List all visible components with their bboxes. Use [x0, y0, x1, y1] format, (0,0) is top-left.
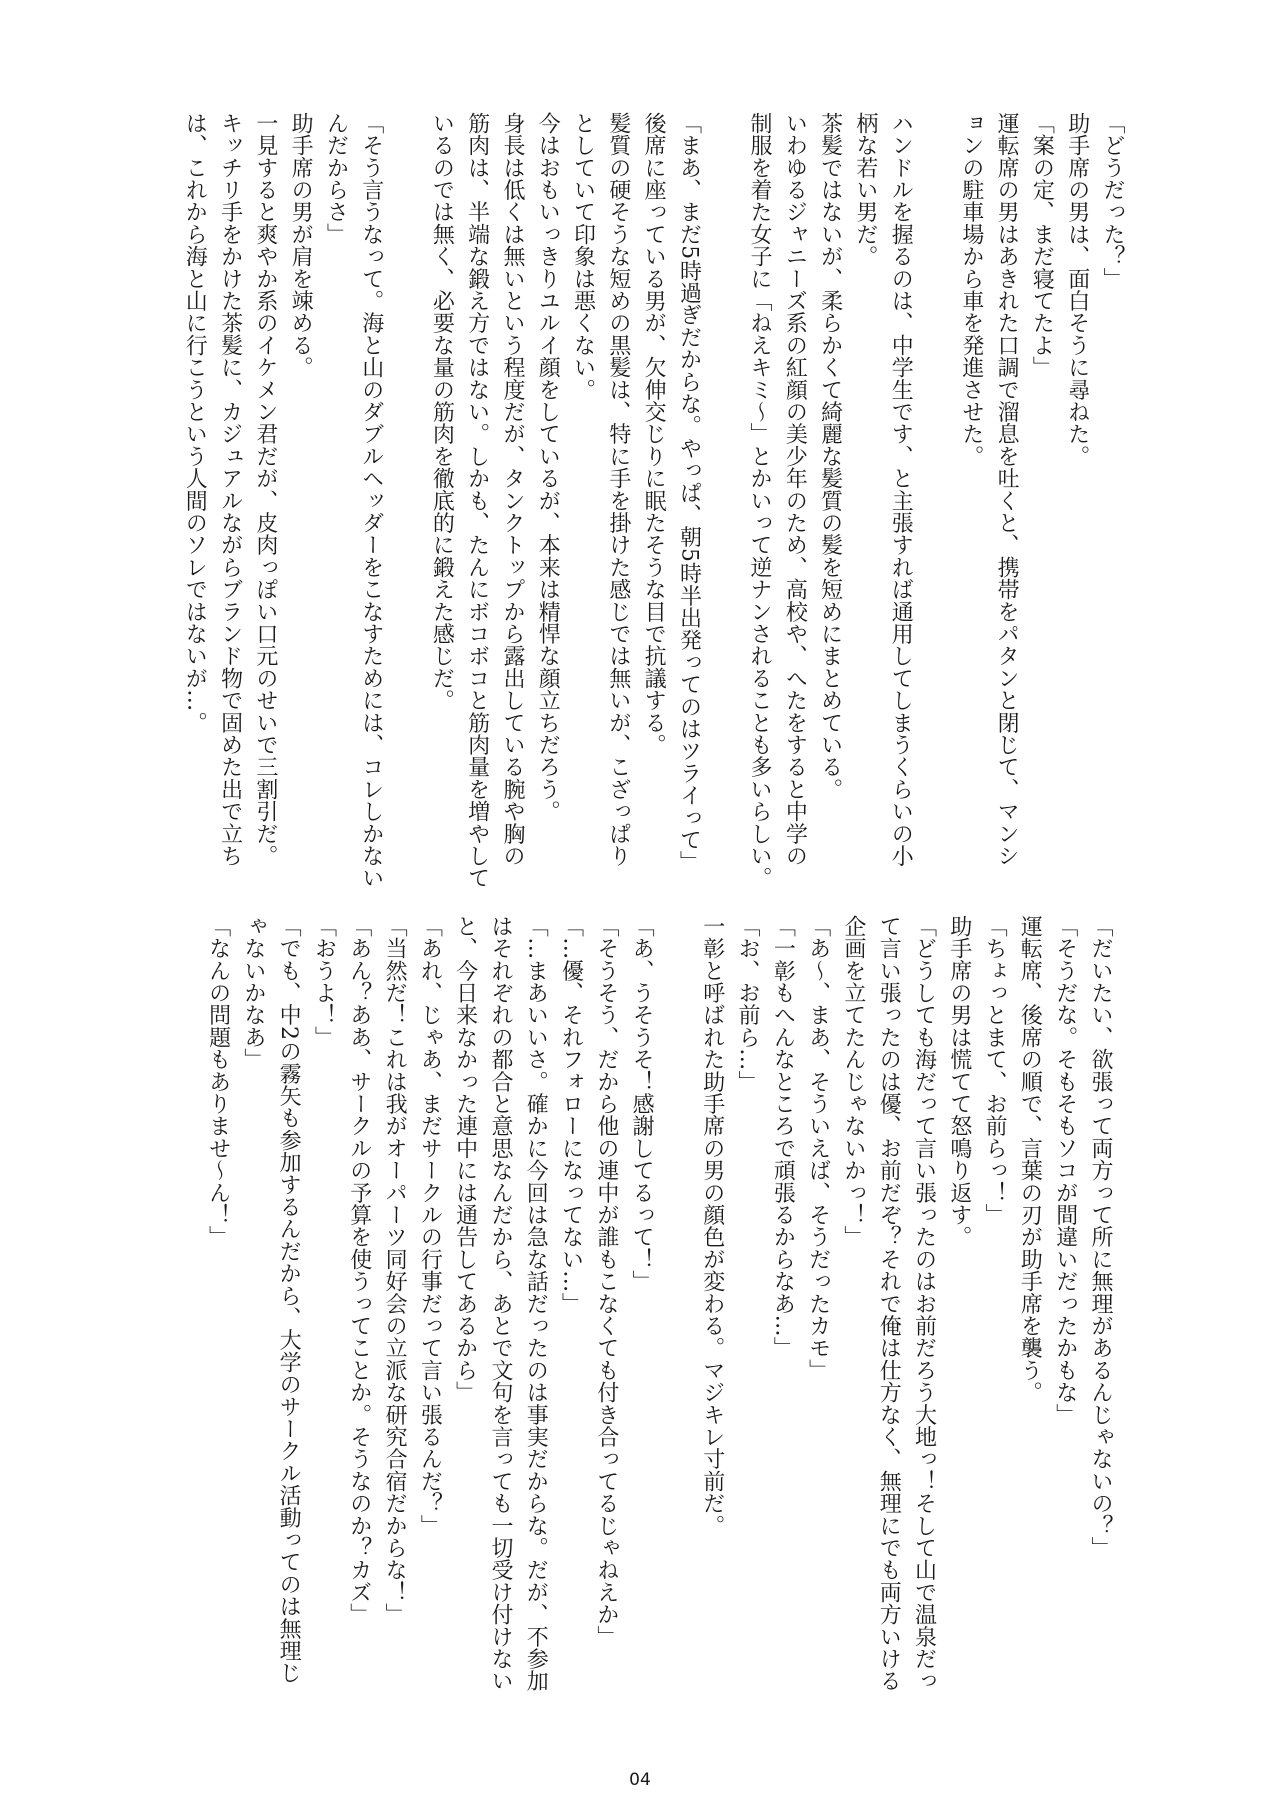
- text-line: ョンの駐車場から車を発進させた。: [958, 112, 984, 468]
- text-line: 助手席の男が肩を竦める。: [288, 112, 314, 379]
- text-line: 「どうしても海だって言い張ったのはお前だろう大地っ！そして山で温泉だっ: [911, 915, 937, 1692]
- text-line: 「おうよ！」: [311, 915, 337, 1049]
- text-line: 助手席の男は、面白そうに尋ねた。: [1064, 112, 1090, 468]
- text-line: 「そうだな。そもそもソコが間違いだったかもな」: [1052, 915, 1078, 1426]
- text-line: はそれぞれの都合と意思なんだから、あとで文句を言っても一切受け付けない: [487, 915, 513, 1692]
- text-line: 「そうそう、だから他の連中が誰もこなくても付き合ってるじゃねえか」: [593, 915, 619, 1648]
- text-line: 筋肉は、半端な鍛え方ではない。しかも、たんにボコボコと筋肉量を増やして: [464, 112, 490, 889]
- blank-line: [706, 112, 741, 872]
- text-line: 「当然だ！これは我がオーパーツ同好会の立派な研究合宿だからな！」: [382, 915, 408, 1626]
- text-line: キッチリ手をかけた茶髪に、カジュアルながらブランド物で固めた出で立ち: [217, 112, 243, 867]
- blank-line: [659, 915, 694, 1675]
- blank-line: [389, 112, 424, 872]
- text-line: んだからさ」: [323, 112, 349, 246]
- text-line: 企画を立てたんじゃないかっ！」: [840, 915, 866, 1248]
- text-line: 「…優、それフォローになってない…」: [558, 915, 584, 1315]
- text-line: 茶髪ではないが、柔らかくて綺麗な髪質の髪を短めにまとめている。: [817, 112, 843, 801]
- text-line: としていて印象は悪くない。: [570, 112, 596, 401]
- text-line: 身長は低くは無いという程度だが、タンクトップから露出している腕や胸の: [499, 112, 525, 867]
- text-line: 「一彰もへんなところで頑張るからなあ…」: [770, 915, 796, 1359]
- text-line: は、これから海と山に行こうという人間のソレではないが…。: [182, 112, 208, 734]
- text-line: 「どうだった？」: [1100, 112, 1125, 290]
- text-line: 「…まあいいさ。確かに今回は急な話だったのは事実だからな。だが、不参加: [523, 915, 549, 1692]
- text-line: 一見すると爽やか系のイケメン君だが、皮肉っぽい口元のせいで三割引だ。: [252, 112, 278, 867]
- page-number: 04: [629, 1770, 651, 1790]
- text-line: 制服を着た女子に「ねえキミ～」とかいって逆ナンされることも多いらしい。: [747, 112, 773, 889]
- text-line: 「ちょっとまて、お前らっ！」: [982, 915, 1008, 1226]
- blank-line: [918, 112, 953, 872]
- text-line: 「だいたい、欲張って両方って所に無理があるんじゃないの？」: [1088, 915, 1113, 1559]
- text-line: ハンドルを握るのは、中学生です、と主張すれば通用してしまうくらいの小: [888, 112, 914, 867]
- text-block-bottom: [200, 915, 1118, 1692]
- text-line: 後席に座っている男が、欠伸交じりに眠たそうな目で抗議する。: [641, 112, 667, 756]
- text-line: と、今日来なかった連中には通告してあるから」: [452, 915, 478, 1404]
- text-line: 柄な若い男だ。: [852, 112, 878, 268]
- text-line: 一彰と呼ばれた助手席の男の顔色が変わる。マジキレ寸前だ。: [699, 915, 725, 1537]
- text-line: 「あ、うそうそ！感謝してるって！」: [629, 915, 655, 1293]
- text-line: 運転席、後席の順で、言葉の刃が助手席を襲う。: [1017, 915, 1043, 1404]
- text-block-top: [177, 112, 1130, 889]
- text-line: 助手席の男は慌てて怒鳴り返す。: [946, 915, 972, 1248]
- text-line: ゃないかなあ」: [240, 915, 266, 1071]
- text-line: 「まあ、まだ5時過ぎだからな。やっぱ、朝5時半出発ってのはツライって」: [676, 112, 702, 873]
- text-line: 「でも、中2の霧矢も参加するんだから、大学のサークル活動ってのは無理じ: [276, 915, 302, 1684]
- text-line: 「あん？ああ、サークルの予算を使うってことか。そうなのか？カズ」: [346, 915, 372, 1626]
- text-line: 今はおもいっきりユルイ顔をしているが、本来は精悍な顔立ちだろう。: [535, 112, 561, 823]
- text-line: 「お、お前ら…」: [735, 915, 761, 1093]
- text-line: 「案の定、まだ寝てたよ」: [1029, 112, 1055, 379]
- text-line: いるのでは無く、必要な量の筋肉を徹底的に鍛えた感じだ。: [429, 112, 455, 712]
- text-line: 「そう言うなって。海と山のダブルヘッダーをこなすためには、コレしかない: [358, 112, 384, 889]
- text-line: 「なんの問題もありませ～ん！」: [205, 915, 231, 1248]
- text-line: 運転席の男はあきれた口調で溜息を吐くと、携帯をパタンと閉じて、マンシ: [994, 112, 1020, 867]
- text-line: 髪質の硬そうな短めの黒髪は、特に手を掛けた感じでは無いが、こざっぱり: [605, 112, 631, 867]
- text-line: 「あ～、まあ、そういえば、そうだったカモ」: [805, 915, 831, 1382]
- text-line: 「あれ、じゃあ、まだサークルの行事だって言い張るんだ？」: [417, 915, 443, 1537]
- text-line: て言い張ったのは優、お前だぞ？それで俺は仕方なく、無理にでも両方いける: [876, 915, 902, 1692]
- text-line: いわゆるジャニーズ系の紅顔の美少年のため、高校や、へたをすると中学の: [782, 112, 808, 867]
